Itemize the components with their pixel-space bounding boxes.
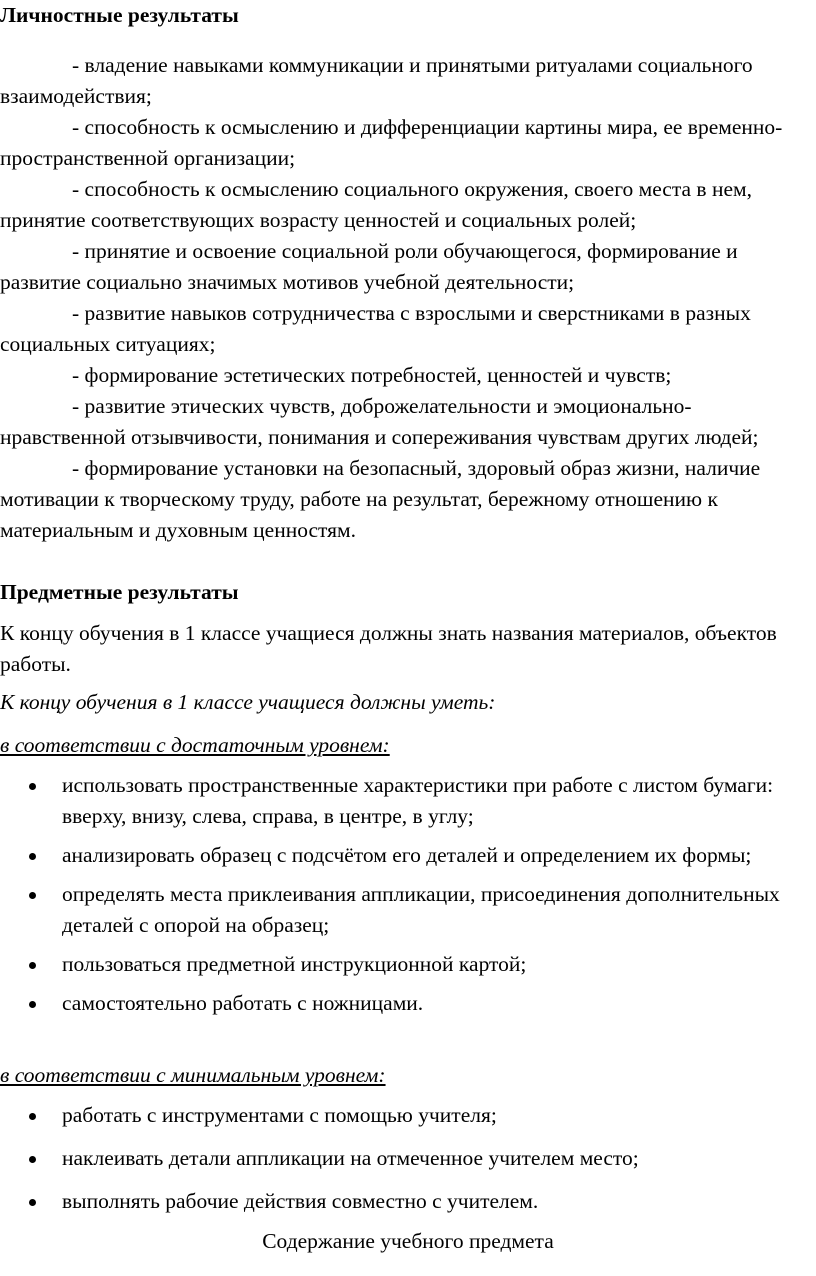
minimal-level-label: в соответствии с минимальным уровнем: [0,1063,386,1087]
list-item [0,879,802,941]
personal-result-item: - принятие и освоение социальной роли обучающегося, формирование и развитие социально значимых мотивов учебной деятельности; [0,239,738,294]
sufficient-level-list [0,770,816,1019]
list-item-text: использовать пространственные характеристики при работе с листом бумаги: вверху, внизу, слева, справа, в центре, в углу; [62,773,774,828]
sufficient-level-label: в соответствии с достаточным уровнем: [0,733,390,757]
list-item [0,1143,802,1174]
bullet-icon [29,962,36,969]
list-item-text: наклеивать детали аппликации на отмеченное учителем место; [62,1146,639,1170]
list-item-text: пользоваться предметной инструкционной картой; [62,952,527,976]
personal-result-item: - формирование установки на безопасный, здоровый образ жизни, наличие мотивации к творческому труду, работе на результат, бережному отношению к материальным и духовным ценностям. [0,456,761,542]
personal-result-item: - развитие навыков сотрудничества с взрослыми и сверстниками в разных социальных ситуациях; [0,301,751,356]
list-item [0,988,802,1019]
content-section-title: Содержание учебного предмета [262,1229,554,1253]
personal-results-list [0,50,816,546]
list-item [0,1186,802,1217]
personal-result-item: - способность к осмыслению социального окружения, своего места в нем, принятие соответствующих возрасту ценностей и социальных ролей; [0,177,752,232]
bullet-icon [29,1001,36,1008]
bullet-icon [29,783,36,790]
subject-results-intro: К концу обучения в 1 классе учащиеся должны знать названия материалов, объектов работы. [0,621,777,676]
list-item-text: самостоятельно работать с ножницами. [62,991,424,1015]
bullet-icon [29,853,36,860]
personal-result-item: - владение навыками коммуникации и принятыми ритуалами социального взаимодействия; [0,53,753,108]
list-item [0,840,802,871]
personal-result-item: - формирование эстетических потребностей, ценностей и чувств; [72,363,672,387]
list-item-text: работать с инструментами с помощью учителя; [62,1103,497,1127]
personal-results-heading: Личностные результаты [0,3,239,27]
bullet-icon [29,1156,36,1163]
personal-result-item: - развитие этических чувств, доброжелательности и эмоционально-нравственной отзывчивости, понимания и сопереживания чувствам других людей; [0,394,759,449]
bullet-icon [29,1199,36,1206]
personal-result-item: - способность к осмыслению и дифференциации картины мира, ее временно-пространственной организации; [0,115,783,170]
minimal-level-list [0,1100,816,1217]
bullet-icon [29,892,36,899]
skills-intro: К концу обучения в 1 классе учащиеся должны уметь: [0,690,496,714]
list-item [0,770,802,832]
list-item-text: выполнять рабочие действия совместно с учителем. [62,1189,539,1213]
subject-results-heading: Предметные результаты [0,580,239,604]
list-item-text: анализировать образец с подсчётом его деталей и определением их формы; [62,843,752,867]
bullet-icon [29,1113,36,1120]
list-item [0,1100,802,1131]
list-item-text: определять места приклеивания аппликации, присоединения дополнительных деталей с опорой на образец; [62,882,780,937]
list-item [0,949,802,980]
